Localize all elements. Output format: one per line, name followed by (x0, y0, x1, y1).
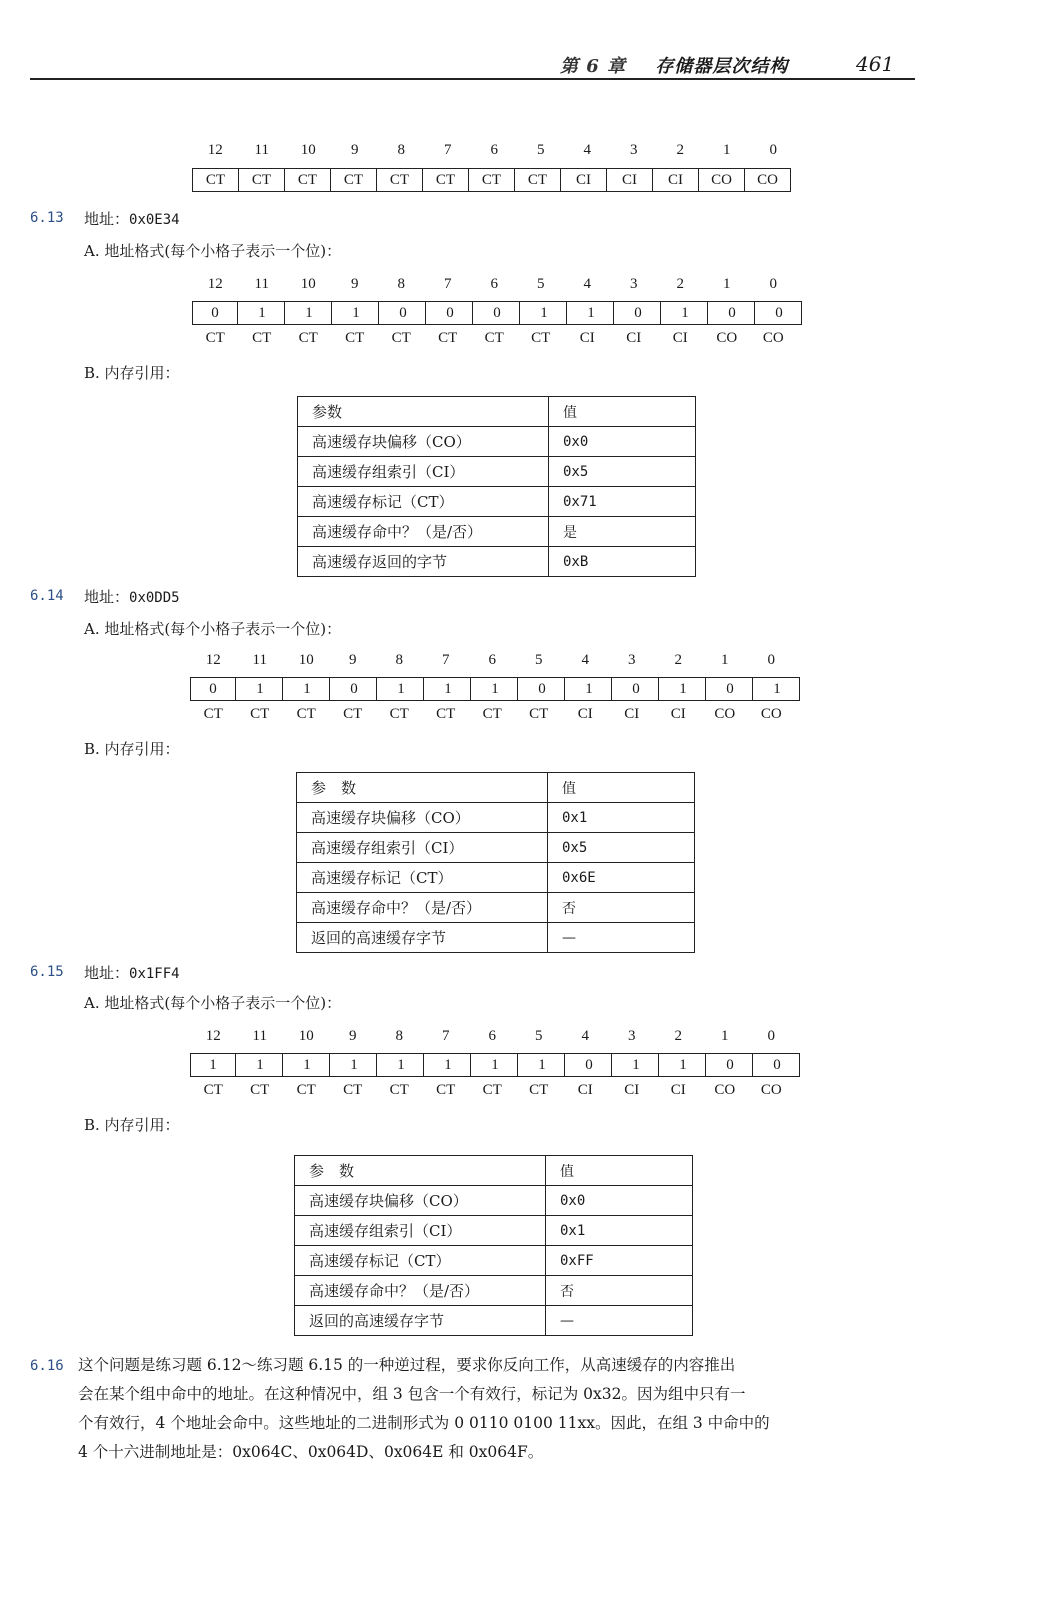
value-cell: 0xB (549, 547, 696, 577)
value-cell: 否 (546, 1276, 693, 1306)
bit-cell: 0 (475, 302, 520, 324)
address-value: 0x0DD5 (129, 590, 180, 606)
field-label: CT (469, 169, 515, 191)
q16-answer-paragraph (78, 1351, 908, 1467)
bit-number: 3 (628, 1028, 636, 1044)
bit-cell: 1 (473, 1054, 518, 1076)
bit-cell: 0 (428, 302, 473, 324)
field-label: CO (716, 330, 738, 346)
bit-number: 1 (723, 142, 731, 158)
bit-number: 0 (769, 142, 777, 158)
field-label: CI (670, 1082, 686, 1098)
bit-cell: 1 (614, 1054, 659, 1076)
bit-number: 0 (767, 1028, 775, 1044)
field-label: CI (624, 706, 640, 722)
value-cell: 0xFF (546, 1246, 693, 1276)
q13-address (84, 208, 180, 229)
q13-reference-table (297, 396, 696, 577)
bit-cell: 1 (522, 302, 567, 324)
table-row (297, 863, 695, 893)
bit-cell: 1 (661, 1054, 706, 1076)
bit-cell: 1 (332, 1054, 377, 1076)
bit-cell: 0 (193, 302, 238, 324)
field-label: CT (250, 706, 270, 722)
bit-cell: 1 (569, 302, 614, 324)
bit-cell: 1 (567, 678, 612, 700)
q15-reference-table (294, 1155, 693, 1336)
param-cell: 高速缓存命中？（是/否） (297, 893, 548, 923)
chapter-label: 第 6 章 (560, 56, 627, 77)
bit-cell: 1 (661, 678, 706, 700)
bit-number: 11 (254, 276, 269, 292)
value-cell: 0x5 (549, 457, 696, 487)
param-cell: 返回的高速缓存字节 (297, 923, 548, 953)
bit-cell: 0 (775, 305, 783, 321)
bit-number: 6 (488, 1028, 496, 1044)
param-cell: 高速缓存块偏移（CO） (297, 803, 548, 833)
bit-number: 8 (395, 1028, 403, 1044)
bit-number: 3 (630, 142, 638, 158)
column-header-param: 参 数 (295, 1156, 546, 1186)
field-label: CO (760, 706, 782, 722)
field-label: CT (482, 1082, 502, 1098)
question-number-6-14: 6.14 (30, 588, 64, 604)
field-label: CT (423, 169, 469, 191)
value-cell: 0x71 (549, 487, 696, 517)
q14-address (84, 586, 180, 607)
field-label: CT (529, 1082, 549, 1098)
bit-number: 4 (583, 276, 591, 292)
table-row (295, 1306, 693, 1336)
field-label: CT (389, 706, 409, 722)
field-label: CI (653, 169, 699, 191)
address-value: 0x0E34 (129, 212, 180, 228)
bit-cell: 1 (426, 1054, 471, 1076)
table-row (298, 517, 696, 547)
page-number: 461 (856, 52, 895, 76)
q14-field-labels (190, 706, 795, 723)
header-rule (30, 78, 915, 80)
bit-number: 11 (252, 1028, 267, 1044)
bit-number: 8 (395, 652, 403, 668)
column-header-value: 值 (548, 773, 695, 803)
q15-bit-values (190, 1053, 800, 1077)
bit-number: 5 (535, 652, 543, 668)
field-label: CI (577, 1082, 593, 1098)
bit-number: 9 (349, 1028, 357, 1044)
value-cell: 是 (549, 517, 696, 547)
bit-number: 9 (349, 652, 357, 668)
bit-number: 7 (444, 142, 452, 158)
bit-number: 4 (581, 652, 589, 668)
field-label: CO (762, 330, 784, 346)
value-cell: 0x6E (548, 863, 695, 893)
bit-cell: 0 (773, 1057, 781, 1073)
field-label: CT (203, 1082, 223, 1098)
bit-cell: 1 (285, 678, 330, 700)
value-cell: — (546, 1306, 693, 1336)
bit-cell: 1 (773, 681, 781, 697)
field-label: CI (561, 169, 607, 191)
column-header-param: 参 数 (297, 773, 548, 803)
field-label: CO (699, 169, 745, 191)
field-label: CT (343, 706, 363, 722)
table-row (295, 1186, 693, 1216)
bit-number: 2 (674, 652, 682, 668)
bit-number: 7 (442, 1028, 450, 1044)
field-label: CT (296, 706, 316, 722)
q15-address (84, 962, 180, 983)
q14-part-a: A. 地址格式(每个小格子表示一个位)： (84, 620, 342, 638)
bit-number: 2 (674, 1028, 682, 1044)
bit-number: 6 (488, 652, 496, 668)
question-number-6-13: 6.13 (30, 210, 64, 226)
question-number-6-15: 6.15 (30, 964, 64, 980)
table-header-row (297, 773, 695, 803)
table-row (298, 547, 696, 577)
bit-cell: 1 (663, 302, 708, 324)
bit-cell: 0 (616, 302, 661, 324)
bit-number: 1 (721, 1028, 729, 1044)
param-cell: 返回的高速缓存字节 (295, 1306, 546, 1336)
param-cell: 高速缓存标记（CT） (298, 487, 549, 517)
field-label: CT (482, 706, 502, 722)
column-header-param: 参数 (298, 397, 549, 427)
param-cell: 高速缓存命中？（是/否） (295, 1276, 546, 1306)
field-label: CT (377, 169, 423, 191)
question-number-6-16: 6.16 (30, 1358, 64, 1374)
field-label: CT (331, 169, 377, 191)
field-label: CT (193, 169, 239, 191)
q13-field-labels (192, 330, 797, 347)
q13-bit-numbers (192, 276, 797, 293)
q13-bit-values (192, 301, 802, 325)
table-row (298, 427, 696, 457)
field-label: CT (296, 1082, 316, 1098)
table-row (297, 923, 695, 953)
bit-number: 6 (490, 276, 498, 292)
bit-number: 5 (535, 1028, 543, 1044)
top-bit-numbers (192, 142, 797, 159)
field-label: CI (577, 706, 593, 722)
field-label: CI (624, 1082, 640, 1098)
bit-cell: 1 (238, 1054, 283, 1076)
bit-cell: 0 (614, 678, 659, 700)
address-label: 地址： (84, 964, 130, 982)
q15-bit-numbers (190, 1028, 795, 1045)
q14-bit-values (190, 677, 800, 701)
bit-number: 4 (581, 1028, 589, 1044)
value-cell: 0x5 (548, 833, 695, 863)
value-cell: 0x0 (546, 1186, 693, 1216)
bit-number: 12 (205, 1028, 221, 1044)
bit-number: 7 (444, 276, 452, 292)
table-row (297, 893, 695, 923)
paragraph-line: 个有效行，4 个地址会命中。这些地址的二进制形式为 0 0110 0100 11xx。因此，在组 3 中命中的 (78, 1414, 770, 1432)
table-row (297, 833, 695, 863)
field-label: CT (345, 330, 365, 346)
value-cell: 0x1 (548, 803, 695, 833)
bit-cell: 1 (240, 302, 285, 324)
q13-part-a: A. 地址格式(每个小格子表示一个位)： (84, 242, 342, 260)
field-label: CT (203, 706, 223, 722)
field-label: CT (239, 169, 285, 191)
field-label: CT (529, 706, 549, 722)
bit-number: 8 (397, 276, 405, 292)
value-cell: — (548, 923, 695, 953)
q15-part-a: A. 地址格式(每个小格子表示一个位)： (84, 994, 342, 1012)
bit-number: 8 (397, 142, 405, 158)
section-title: 存储器层次结构 (655, 56, 789, 77)
address-label: 地址： (84, 210, 130, 228)
value-cell: 0x1 (546, 1216, 693, 1246)
address-label: 地址： (84, 588, 130, 606)
field-label: CT (484, 330, 504, 346)
bit-cell: 0 (381, 302, 426, 324)
q14-bit-numbers (190, 652, 795, 669)
bit-number: 5 (537, 276, 545, 292)
param-cell: 高速缓存块偏移（CO） (298, 427, 549, 457)
field-label: CI (607, 169, 653, 191)
paragraph-line: 4 个十六进制地址是：0x064C、0x064D、0x064E 和 0x064F。 (78, 1443, 544, 1461)
bit-cell: 0 (708, 678, 753, 700)
bit-number: 3 (628, 652, 636, 668)
bit-cell: 1 (285, 1054, 330, 1076)
bit-number: 3 (630, 276, 638, 292)
field-label: CI (626, 330, 642, 346)
address-value: 0x1FF4 (129, 966, 180, 982)
bit-cell: 1 (334, 302, 379, 324)
table-row (295, 1246, 693, 1276)
paragraph-line: 这个问题是练习题 6.12～练习题 6.15 的一种逆过程，要求你反向工作，从高速缓存的内容推出 (78, 1356, 736, 1374)
table-row (298, 457, 696, 487)
bit-cell: 1 (287, 302, 332, 324)
bit-cell: 1 (238, 678, 283, 700)
bit-number: 10 (300, 142, 316, 158)
bit-cell: 1 (379, 1054, 424, 1076)
bit-number: 9 (351, 142, 359, 158)
column-header-value: 值 (546, 1156, 693, 1186)
bit-number: 4 (583, 142, 591, 158)
table-header-row (295, 1156, 693, 1186)
q15-part-b: B. 内存引用： (84, 1116, 180, 1134)
table-row (298, 487, 696, 517)
table-row (295, 1276, 693, 1306)
field-label: CT (389, 1082, 409, 1098)
bit-cell: 0 (710, 302, 755, 324)
bit-number: 10 (300, 276, 316, 292)
field-label: CT (515, 169, 561, 191)
param-cell: 高速缓存命中？（是/否） (298, 517, 549, 547)
field-label: CT (391, 330, 411, 346)
field-label: CI (672, 330, 688, 346)
bit-cell: 0 (708, 1054, 753, 1076)
q13-part-b: B. 内存引用： (84, 364, 180, 382)
q14-reference-table (296, 772, 695, 953)
field-label: CI (670, 706, 686, 722)
bit-cell: 0 (191, 678, 236, 700)
param-cell: 高速缓存返回的字节 (298, 547, 549, 577)
field-label: CT (343, 1082, 363, 1098)
field-label: CT (436, 1082, 456, 1098)
bit-number: 2 (676, 142, 684, 158)
bit-number: 7 (442, 652, 450, 668)
bit-number: 10 (298, 652, 314, 668)
table-header-row (298, 397, 696, 427)
param-cell: 高速缓存组索引（CI） (295, 1216, 546, 1246)
bit-number: 0 (767, 652, 775, 668)
bit-number: 12 (207, 276, 223, 292)
bit-number: 10 (298, 1028, 314, 1044)
param-cell: 高速缓存标记（CT） (295, 1246, 546, 1276)
field-label: CO (714, 706, 736, 722)
paragraph-line: 会在某个组中命中的地址。在这种情况中，组 3 包含一个有效行，标记为 0x32。因为组中只有一 (78, 1385, 746, 1403)
value-cell: 0x0 (549, 427, 696, 457)
bit-cell: 1 (520, 1054, 565, 1076)
bit-cell: 1 (379, 678, 424, 700)
param-cell: 高速缓存标记（CT） (297, 863, 548, 893)
table-row (297, 803, 695, 833)
bit-cell: 1 (426, 678, 471, 700)
bit-number: 2 (676, 276, 684, 292)
bit-cell: 1 (473, 678, 518, 700)
field-label: CO (757, 172, 778, 188)
bit-number: 12 (205, 652, 221, 668)
param-cell: 高速缓存组索引（CI） (297, 833, 548, 863)
running-head (560, 52, 788, 78)
value-cell: 否 (548, 893, 695, 923)
param-cell: 高速缓存块偏移（CO） (295, 1186, 546, 1216)
field-label: CT (298, 330, 318, 346)
field-label: CT (205, 330, 225, 346)
q14-part-b: B. 内存引用： (84, 740, 180, 758)
field-label: CO (760, 1082, 782, 1098)
bit-number: 0 (769, 276, 777, 292)
bit-number: 5 (537, 142, 545, 158)
bit-cell: 1 (191, 1054, 236, 1076)
bit-number: 11 (252, 652, 267, 668)
field-label: CO (714, 1082, 736, 1098)
bit-number: 1 (723, 276, 731, 292)
field-label: CT (531, 330, 551, 346)
field-label: CT (250, 1082, 270, 1098)
top-field-labels (192, 168, 791, 192)
bit-number: 11 (254, 142, 269, 158)
bit-cell: 0 (520, 678, 565, 700)
field-label: CT (436, 706, 456, 722)
field-label: CI (579, 330, 595, 346)
field-label: CT (252, 330, 272, 346)
bit-number: 9 (351, 276, 359, 292)
field-label: CT (438, 330, 458, 346)
bit-number: 6 (490, 142, 498, 158)
bit-number: 1 (721, 652, 729, 668)
column-header-value: 值 (549, 397, 696, 427)
q15-field-labels (190, 1082, 795, 1099)
table-row (295, 1216, 693, 1246)
param-cell: 高速缓存组索引（CI） (298, 457, 549, 487)
bit-number: 12 (207, 142, 223, 158)
bit-cell: 0 (567, 1054, 612, 1076)
field-label: CT (285, 169, 331, 191)
bit-cell: 0 (332, 678, 377, 700)
